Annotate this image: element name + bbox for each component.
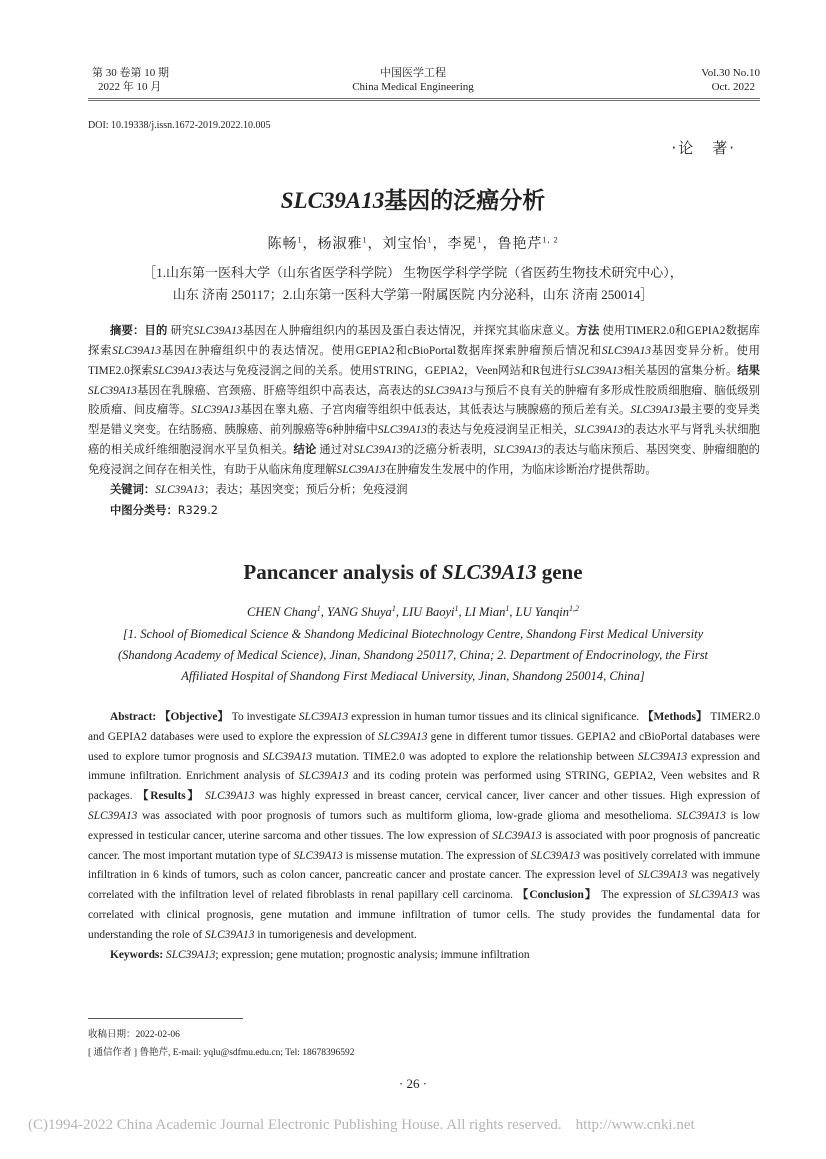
copyright-notice: (C)1994-2022 China Academic Journal Electronic Publishing House. All rights reserved. http://www.cnki.net [28, 1117, 695, 1133]
en-objective-label: 【Objective】 [159, 711, 229, 723]
gene-name: SLC39A13 [293, 849, 343, 862]
cn-affiliation: ［1.山东第一医科大学（山东省医学科学院） 生物医学科学学院（省医药生物技术研究中心）， 山东 济南 250117；2.山东第一医科大学第一附属医院 内分泌科，山东 济南 250014］ [143, 265, 683, 302]
header-divider [88, 98, 760, 101]
author: YANG Shuya$^1$ [327, 604, 396, 620]
gene-name: SLC39A13 [336, 463, 386, 476]
gene-name: SLC39A13 [262, 750, 313, 763]
cn-title-text: 基因的泛癌分析 [384, 188, 546, 214]
gene-name: SLC39A13 [193, 325, 243, 337]
gene-name: SLC39A13 [88, 809, 138, 822]
author: 李冕$^1$ [447, 235, 483, 252]
author: 刘宝怡$^1$ [382, 235, 433, 252]
cn-keywords: 关键词：SLC39A13；表达；基因突变；预后分析；免疫浸润 [110, 483, 408, 496]
gene-name: SLC39A13 [353, 444, 403, 456]
section-tag: ·论 著· [671, 139, 736, 157]
gene-name: SLC39A13 [574, 365, 624, 377]
cn-title [0, 182, 826, 215]
en-conclusion-label: 【Conclusion】 [516, 889, 598, 902]
author: CHEN Chang$^1$ [246, 604, 321, 620]
gene-name: SLC39A13 [676, 809, 726, 822]
cn-authors: 陈畅$^1$，杨淑雅$^1$，刘宝怡$^1$，李冕$^1$，鲁艳芹$^{1, 2}$ [267, 235, 559, 252]
gene-name: SLC39A13 [602, 344, 651, 357]
cn-results-label: 结果 [737, 364, 760, 377]
en-methods-text: TIMER2.0 and GEPIA2 databases were used to explore the expression of SLC39A13 gene in different tumor tissues. GEPIA2 and cBioPortal databases were used to explore tumor prognosis and SLC39A13 mutation. TIME2.0 was adopted to explore the relationship between SLC39A13 expression and immune infiltration. Enrichment analysis of SLC39A13 and its coding protein was performed using STRING, GEPIA2, Veen websites and R packages. [88, 711, 761, 803]
header-volume-date-en: Vol.30 No.10 Oct. 2022 [701, 67, 760, 93]
gene-name: SLC39A13 [155, 484, 205, 496]
en-results-label: 【Results】 [137, 790, 201, 803]
page-number: · 26 · [398, 1076, 428, 1091]
header-volume-issue: 第 30 卷第 10 期 2022 年 10 月 [92, 67, 169, 93]
gene-name: SLC39A13 [299, 770, 349, 783]
author: 杨淑雅$^1$ [317, 235, 368, 252]
cn-methods-label: 方法 [576, 324, 600, 337]
cn-conclusion-label: 结论 [293, 443, 317, 456]
gene-name: SLC39A13 [205, 790, 255, 803]
gene-name: SLC39A13 [112, 344, 162, 357]
gene-name: SLC39A13 [88, 384, 137, 397]
gene-name: SLC39A13 [424, 384, 474, 397]
cn-objective-text: 研究SLC39A13基因在人肿瘤组织内的基因及蛋白表达情况，并探究其临床意义。 [170, 325, 577, 337]
cn-results-text: SLC39A13基因在乳腺癌、宫颈癌、肝癌等组织中高表达，高表达的SLC39A13与预后不良有关的肿瘤有多形成性胶质细胞瘤、脑低级别胶质瘤、间皮瘤等。SLC39A13基因在睾丸癌、子宫肉瘤等组织中低表达，其低表达与胰腺癌的预后差有关。SLC39A13最主要的变异类型是错义突变。在结肠癌、胰腺癌、前列腺癌等6种肿瘤中SLC39A13的表达与免疫浸润呈正相关，SLC39A13的表达水平与肾乳头状细胞癌的相关成纤维细胞浸润水平呈负相关。 [88, 384, 760, 456]
cn-conclusion-text: 通过对SLC39A13的泛癌分析表明，SLC39A13的表达与临床预后、基因突变、肿瘤细胞的免疫浸润之间存在相关性，有助于从临床角度理解SLC39A13在肿瘤发生发展中的作用，为临床诊断治疗提供帮助。 [88, 444, 760, 476]
author-affiliation-mark: 1 [427, 235, 433, 245]
gene-name: SLC39A13 [377, 423, 427, 436]
gene-name: SLC39A13 [637, 869, 688, 882]
gene-name: SLC39A13 [191, 404, 241, 416]
footnote-divider [88, 1018, 243, 1019]
gene-name: SLC39A13 [530, 849, 580, 862]
author-affiliation-mark: 1,2 [569, 604, 580, 613]
gene-name: SLC39A13 [574, 423, 624, 436]
cnki-link[interactable]: http://www.cnki.net [575, 1117, 695, 1133]
author-affiliation-mark: 1 [454, 604, 459, 613]
gene-name: SLC39A13 [630, 404, 680, 416]
en-abstract-label: Abstract: [110, 711, 157, 723]
author-affiliation-mark: 1 [316, 604, 321, 613]
author: LU Yanqin$^{1,2}$ [515, 604, 580, 620]
received-date: 收稿日期：2022-02-06 [88, 1030, 180, 1040]
header-journal-name: 中国医学工程 China Medical Engineering [352, 67, 474, 93]
gene-name: SLC39A13 [298, 711, 349, 723]
gene-name: SLC39A13 [494, 444, 543, 456]
corresponding-author: [ 通信作者 ] 鲁艳芹, E-mail: yqlu@sdfmu.edu.cn; Tel: 18678396592 [88, 1048, 355, 1058]
gene-name: SLC39A13 [152, 365, 202, 377]
en-methods-label: 【Methods】 [642, 711, 708, 723]
en-results-text: SLC39A13 was highly expressed in breast cancer, cervical cancer, liver cancer and other tissues. High expression of SLC39A13 was associated with poor prognosis of tumors such as multiform glioma, low-grade glioma and mesothelioma. SLC39A13 is low expressed in testicular cancer, uterine sarcoma and other tissues. The low expression of SLC39A13 is associated with poor prognosis of pancreatic cancer. The most important mutation type of SLC39A13 is missense mutation. The expression of SLC39A13 was positively correlated with immune infiltration in 6 kinds of tumors, such as colon cancer, pancreatic cancer and prostate cancer. The expression level of SLC39A13 was negatively correlated with the infiltration level of related fibroblasts in renal papillary cell carcinoma. [88, 790, 760, 902]
author-affiliation-mark: 1 [391, 604, 396, 613]
gene-name: SLC39A13 [637, 750, 688, 763]
en-conclusion-text: The expression of SLC39A13 was correlated with clinical prognosis, gene mutation and immune infiltration of tumor cells. The study provides the fundamental data for understanding the role of SLC39A13 in tumorigenesis and development. [88, 889, 760, 941]
author: LI Mian$^1$ [464, 604, 510, 620]
cn-objective-label: 目的 [144, 324, 168, 337]
author: 陈畅$^1$ [267, 235, 303, 252]
en-keywords: Keywords: SLC39A13; expression; gene mutation; prognostic analysis; immune infiltration [110, 948, 530, 961]
en-abstract [88, 708, 760, 965]
doi[interactable]: DOI: 10.19338/j.issn.1672-2019.2022.10.005 [88, 120, 271, 131]
en-title-gene: SLC39A13 [441, 560, 537, 584]
gene-name: SLC39A13 [492, 829, 542, 842]
author-affiliation-mark: 1 [477, 235, 483, 245]
en-title: Pancancer analysis of SLC39A13 gene [243, 560, 583, 584]
en-affiliation: [1. School of Biomedical Science & Shandong Medicinal Biotechnology Centre, Shandong First Medical University (Shandong Academy of Medical Science), Jinan, Shandong 250117, China; 2. Department of Endocrinology, the First Affiliated Hospital of Shandong First Mediacal University, Jinan, Shandong 250014, China] [117, 627, 709, 683]
cn-clc: 中图分类号：R329.2 [110, 503, 218, 517]
author-affiliation-mark: 1 [362, 235, 368, 245]
gene-name: SLC39A13 [688, 889, 739, 902]
footnotes [88, 1026, 355, 1062]
author-affiliation-mark: 1 [505, 604, 510, 613]
gene-name: SLC39A13 [166, 948, 216, 961]
author-affiliation-mark: 1, 2 [542, 235, 559, 245]
en-objective-text: To investigate SLC39A13 expression in human tumor tissues and its clinical significance. [228, 711, 643, 723]
cn-title-gene: SLC39A13 [280, 188, 385, 213]
cn-methods-text: 使用TIMER2.0和GEPIA2数据库探索SLC39A13基因在肿瘤组织中的表达情况。使用GEPIA2和cBioPortal数据库探索肿瘤预后情况和SLC39A13基因变异分析。使用TIME2.0探索SLC39A13表达与免疫浸润之间的关系。使用STRING，GEPIA2，Veen网站和R包进行SLC39A13相关基因的富集分析。 [88, 325, 760, 377]
gene-name: SLC39A13 [205, 928, 255, 941]
author-affiliation-mark: 1 [297, 235, 303, 245]
author: LIU Baoyi$^1$ [402, 604, 459, 620]
cn-abstract [88, 321, 760, 521]
cn-abstract-label: 摘要： [110, 324, 145, 337]
author: 鲁艳芹$^{1, 2}$ [497, 235, 559, 252]
en-authors: CHEN Chang$^1$, YANG Shuya$^1$, LIU Baoyi$^1$, LI Mian$^1$, LU Yanqin$^{1,2}$ [246, 604, 580, 620]
gene-name: SLC39A13 [378, 730, 428, 743]
